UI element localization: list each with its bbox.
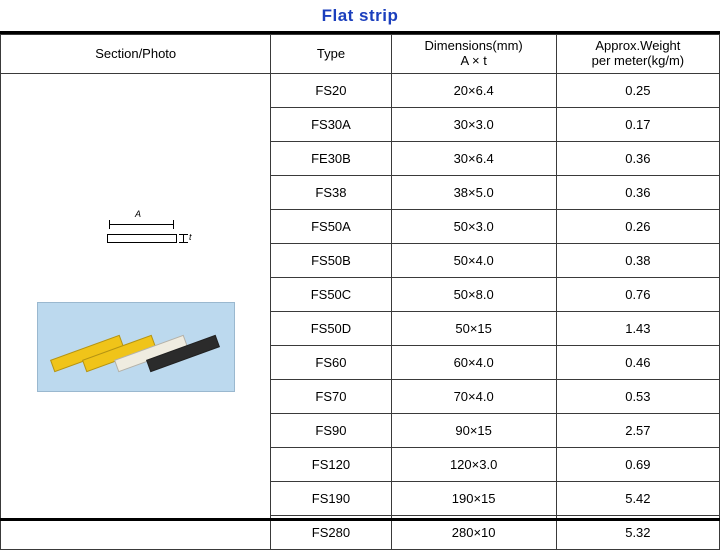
column-header-type: Type: [271, 35, 391, 74]
cell-dimensions: 50×15: [391, 312, 556, 346]
cell-type: FS190: [271, 482, 391, 516]
table-header-row: [1, 35, 720, 74]
section-photo-cell: [1, 74, 271, 550]
cell-type: FS50B: [271, 244, 391, 278]
cell-dimensions: 20×6.4: [391, 74, 556, 108]
cell-dimensions: 50×3.0: [391, 210, 556, 244]
column-header-photo: Section/Photo: [1, 35, 271, 74]
cell-type: FE30B: [271, 142, 391, 176]
dimension-a-label: A: [135, 208, 142, 219]
cell-type: FS120: [271, 448, 391, 482]
cell-weight: 0.17: [556, 108, 719, 142]
cell-dimensions: 30×3.0: [391, 108, 556, 142]
cell-dimensions: 70×4.0: [391, 380, 556, 414]
table-row: [1, 74, 720, 108]
column-header-dimensions-line1: Dimensions(mm): [424, 38, 523, 54]
cell-dimensions: 30×6.4: [391, 142, 556, 176]
cell-dimensions: 50×4.0: [391, 244, 556, 278]
cell-type: FS280: [271, 516, 391, 550]
cell-dimensions: 60×4.0: [391, 346, 556, 380]
cell-dimensions: 120×3.0: [391, 448, 556, 482]
cell-type: FS30A: [271, 108, 391, 142]
cell-type: FS50C: [271, 278, 391, 312]
dimension-a-line: [109, 224, 173, 225]
cell-type: FS70: [271, 380, 391, 414]
cell-type: FS50A: [271, 210, 391, 244]
cell-weight: 0.36: [556, 176, 719, 210]
cell-weight: 0.46: [556, 346, 719, 380]
cell-weight: 0.53: [556, 380, 719, 414]
cell-weight: 0.69: [556, 448, 719, 482]
cell-type: FS90: [271, 414, 391, 448]
cell-weight: 0.25: [556, 74, 719, 108]
bottom-divider: [0, 518, 720, 521]
column-header-dimensions-line2: A × t: [460, 53, 487, 68]
dimension-a-tick-right: [173, 220, 174, 229]
column-header-weight-line1: Approx.Weight: [595, 38, 681, 54]
cell-weight: 1.43: [556, 312, 719, 346]
cell-weight: 0.76: [556, 278, 719, 312]
cell-dimensions: 190×15: [391, 482, 556, 516]
dimension-t-line: [183, 234, 184, 243]
cell-dimensions: 90×15: [391, 414, 556, 448]
cell-weight: 0.26: [556, 210, 719, 244]
cell-type: FS20: [271, 74, 391, 108]
product-photo: [37, 302, 235, 392]
cell-weight: 5.32: [556, 516, 719, 550]
flat-strip-table: [0, 34, 720, 550]
cell-weight: 2.57: [556, 414, 719, 448]
cell-weight: 5.42: [556, 482, 719, 516]
section-photo-wrapper: [1, 92, 269, 532]
cell-dimensions: 38×5.0: [391, 176, 556, 210]
column-header-weight: [556, 35, 719, 74]
cell-weight: 0.38: [556, 244, 719, 278]
cell-dimensions: 280×10: [391, 516, 556, 550]
table-body: [1, 74, 720, 550]
cell-type: FS50D: [271, 312, 391, 346]
cell-weight: 0.36: [556, 142, 719, 176]
page-title: Flat strip: [321, 6, 399, 25]
cell-type: FS38: [271, 176, 391, 210]
column-header-dimensions: [391, 35, 556, 74]
cell-type: FS60: [271, 346, 391, 380]
dimension-t-label: t: [189, 231, 192, 242]
cross-section-diagram: [99, 208, 195, 272]
cell-dimensions: 50×8.0: [391, 278, 556, 312]
column-header-weight-line2: per meter(kg/m): [591, 53, 685, 68]
strip-cross-section-shape: [107, 234, 177, 243]
